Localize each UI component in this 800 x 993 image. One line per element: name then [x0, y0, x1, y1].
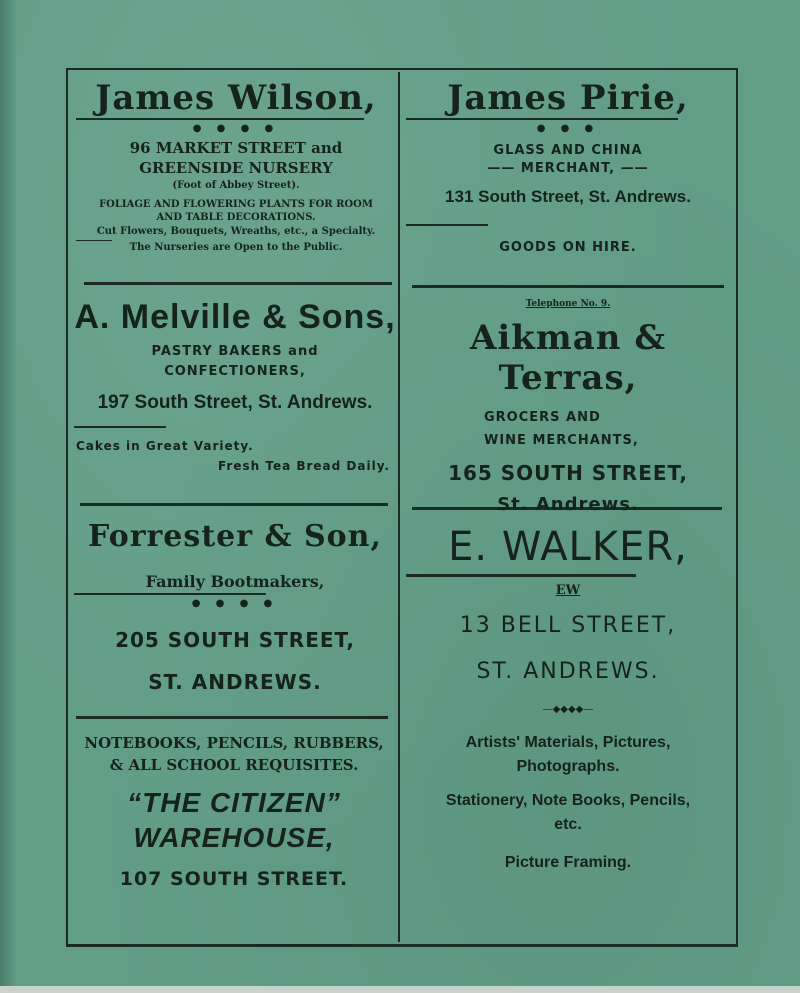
address-line: 205 SOUTH STREET, [115, 628, 355, 652]
text-line: etc. [554, 816, 582, 833]
text-line: CONFECTIONERS, [164, 364, 306, 379]
text-line: Picture Framing. [504, 854, 632, 871]
text-line: Fresh Tea Bread Daily. [218, 459, 390, 473]
book-spine-edge [0, 0, 16, 993]
ad-james-wilson [76, 78, 396, 255]
page-bottom-edge [0, 986, 800, 993]
address-line: 197 South Street, St. Andrews. [97, 392, 373, 413]
column-divider [398, 72, 400, 942]
ad-title: A. Melville & Sons, [74, 298, 396, 336]
address-line: 131 South Street, St. Andrews. [445, 187, 691, 206]
right-rule-1 [412, 285, 724, 288]
ad-title: E. WALKER, [448, 524, 688, 570]
address-line: 165 SOUTH STREET, [448, 461, 688, 485]
ornament-divider: —◆◆◆◆— [542, 704, 594, 715]
ad-e-walker [406, 520, 730, 875]
footer-line: GOODS ON HIRE. [499, 240, 637, 255]
warehouse-title: “THE CITIZEN” [127, 787, 341, 818]
text-line: WINE MERCHANTS, [484, 433, 639, 448]
ad-james-pirie [406, 78, 730, 255]
text-line: AND TABLE DECORATIONS. [156, 212, 316, 223]
text-line: NOTEBOOKS, PENCILS, RUBBERS, [84, 734, 384, 752]
left-rule-2 [80, 503, 388, 506]
dot-ornament: ● ● ● ● [191, 598, 279, 609]
trade-underline [74, 593, 266, 595]
text-line: Cut Flowers, Bouquets, Wreaths, etc., a Specialty. [96, 226, 376, 237]
short-rule [406, 224, 488, 226]
text-line: Cakes in Great Variety. [76, 439, 254, 453]
address-line: 107 SOUTH STREET. [119, 868, 349, 890]
ad-title: James Wilson, [95, 78, 377, 118]
town-line: ST. ANDREWS. [148, 670, 322, 694]
note-line: (Foot of Abbey Street). [172, 180, 300, 191]
text-line: GLASS AND CHINA [493, 143, 643, 158]
ad-melville-sons [74, 296, 396, 476]
town-line: ST. ANDREWS. [476, 659, 660, 684]
ad-aikman-terras [406, 298, 730, 518]
ad-citizen-warehouse [72, 732, 396, 892]
trade-line: Family Bootmakers, [145, 572, 325, 591]
warehouse-title: WAREHOUSE, [133, 822, 335, 853]
text-line: GROCERS AND [484, 410, 601, 425]
text-line: Photographs. [516, 758, 620, 775]
monogram: EW [555, 583, 581, 598]
text-line: PASTRY BAKERS and [151, 344, 319, 359]
ad-forrester-son [74, 517, 396, 695]
ad-title: Aikman & Terras, [469, 318, 667, 398]
text-line: —— MERCHANT, —— [487, 161, 649, 176]
address-line: GREENSIDE NURSERY [139, 159, 333, 177]
title-underline [406, 118, 678, 120]
dot-ornament: ● ● ● ● [192, 123, 280, 134]
dot-ornament: ● ● ● [536, 123, 600, 134]
text-line: Stationery, Note Books, Pencils, [445, 792, 691, 809]
ad-title: James Pirie, [447, 78, 689, 118]
text-line: & ALL SCHOOL REQUISITES. [109, 756, 359, 774]
address-line: 96 MARKET STREET and [129, 139, 343, 157]
merchant-label: MERCHANT, [520, 161, 616, 176]
title-underline [76, 118, 364, 120]
text-line: FOLIAGE AND FLOWERING PLANTS FOR ROOM [99, 199, 373, 210]
address-line: 13 BELL STREET, [459, 613, 677, 638]
ad-title: Forrester & Son, [88, 519, 382, 554]
town-line: St. Andrews. [497, 494, 639, 515]
short-rule [74, 426, 166, 428]
title-underline [406, 574, 636, 577]
telephone-label: Telephone No. 9. [525, 299, 611, 309]
text-line: Artists' Materials, Pictures, [465, 734, 671, 751]
footer-line: The Nurseries are Open to the Public. [129, 242, 343, 253]
left-rule-3 [76, 716, 388, 719]
left-rule-1 [84, 282, 392, 285]
